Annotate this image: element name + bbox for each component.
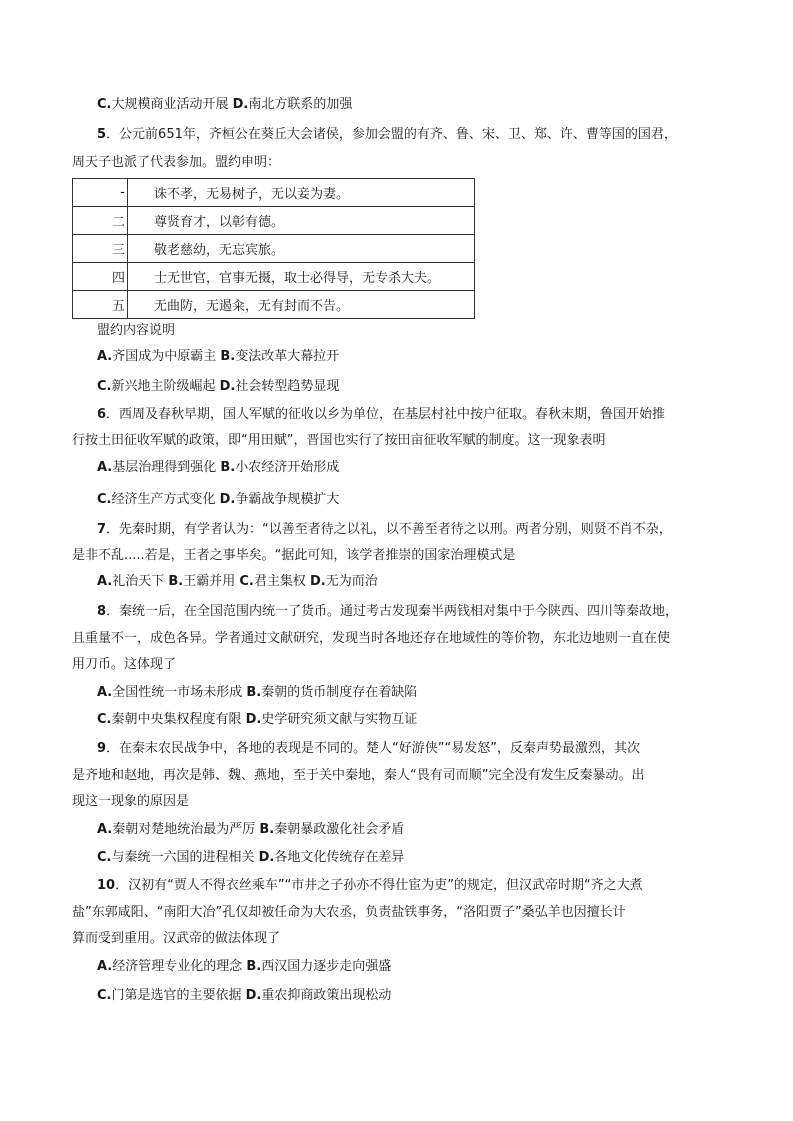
question-number: 6 <box>97 407 107 422</box>
row-number: 二 <box>73 207 128 235</box>
q7-stem-line2: 是非不乱.....若是，王者之事毕矣。“据此可知，该学者推崇的国家治理模式是 <box>72 548 516 563</box>
option-text: 礼治天下 <box>112 574 169 589</box>
table-row <box>73 207 475 235</box>
q5-options-cd <box>97 378 339 396</box>
option-label: A. <box>97 822 113 837</box>
row-number: 五 <box>73 291 128 319</box>
row-text: 诛不孝，无易树子，无以妾为妻。 <box>128 179 475 207</box>
option-label: C. <box>97 988 112 1003</box>
row-text: 士无世官，官事无摄，取士必得导，无专杀大夫。 <box>128 263 475 291</box>
option-text: 新兴地主阶级崛起 <box>111 379 220 394</box>
q10-stem-line2: 盐”东郭咸阳、“南阳大冶”孔仅却被任命为大农丞，负责盐铁事务，“洛阳贾子”桑弘羊也因擅长计 <box>72 905 626 920</box>
option-text: 经济生产方式变化 <box>111 492 220 507</box>
row-number: 四 <box>73 263 128 291</box>
option-text: 无为而治 <box>325 574 378 589</box>
option-label: D. <box>245 712 262 727</box>
q8-stem-line3: 用刀币。这体现了 <box>72 657 177 672</box>
question-text: ．秦统一后，在全国范围内统一了货币。通过考古发现秦半两钱相对集中于今陕西、四川等秦故地， <box>106 604 679 619</box>
option-text: 王霸并用 <box>183 574 240 589</box>
option-label: C. <box>97 712 112 727</box>
option-text: 史学研究须文献与实物互证 <box>261 712 418 727</box>
q6-options-ab <box>97 459 339 477</box>
option-text: 秦朝暴政激化社会矛盾 <box>274 822 405 837</box>
option-text: 与秦统一六国的进程相关 <box>111 850 259 865</box>
option-text: 秦朝中央集权程度有限 <box>111 712 246 727</box>
question-number: 9 <box>97 741 107 756</box>
option-text: 西汉国力逐步走向强盛 <box>261 959 392 974</box>
row-text: 尊贤育才，以彰有德。 <box>128 207 475 235</box>
option-text: 南北方联系的加强 <box>248 97 353 112</box>
row-text: 无曲防，无遏籴，无有封而不告。 <box>128 291 475 319</box>
option-label: D. <box>258 850 275 865</box>
option-label: A. <box>97 574 113 589</box>
question-number: 10 <box>97 878 116 893</box>
option-text: 大规模商业活动开展 <box>111 97 233 112</box>
table-row <box>73 235 475 263</box>
option-label: C. <box>97 850 112 865</box>
option-text: 门第是选官的主要依据 <box>111 988 246 1003</box>
option-label: A. <box>97 349 113 364</box>
option-label: B. <box>246 685 262 700</box>
question-text: ．先秦时期，有学者认为：“以善至者待之以礼，以不善至者待之以刑。两者分别，则贤不肖不杂， <box>106 522 672 537</box>
table-row <box>73 179 475 207</box>
option-label: A. <box>97 685 113 700</box>
pact-table <box>72 178 475 319</box>
option-label: C. <box>239 574 254 589</box>
q5-stem-line1 <box>97 126 677 144</box>
question-number: 5 <box>97 127 107 142</box>
option-label: C. <box>97 97 112 112</box>
option-label: D. <box>310 574 326 589</box>
question-text: ．汉初有“贾人不得衣丝乘车”“市井之子孙亦不得仕宦为吏”的规定，但汉武帝时期“齐之大煮 <box>115 878 643 893</box>
option-text: 经济管理专业化的理念 <box>112 959 247 974</box>
option-text: 秦朝的货币制度存在着缺陷 <box>261 685 418 700</box>
q6-stem-line2: 行按土田征收军赋的政策，即“用田赋”，晋国也实行了按田亩征收军赋的制度。这一现象表明 <box>72 433 606 448</box>
question-text: ．在秦末农民战争中，各地的表现是不同的。楚人“好游侠”“易发怒”，反秦声势最激烈，其次 <box>106 741 640 756</box>
q9-options-cd <box>97 849 404 867</box>
q9-stem-line1 <box>97 740 640 758</box>
option-text: 变法改革大幕拉开 <box>235 349 340 364</box>
option-label: A. <box>97 959 113 974</box>
option-text: 秦朝对楚地统治最为严厉 <box>112 822 260 837</box>
q9-options-ab <box>97 821 404 839</box>
option-label: D. <box>245 988 262 1003</box>
option-text: 全国性统一市场未形成 <box>112 685 247 700</box>
question-text: ．公元前651年，齐桓公在葵丘大会诸侯，参加会盟的有齐、鲁、宋、卫、郑、许、曹等国的国君， <box>106 127 677 142</box>
q10-options-cd <box>97 987 391 1005</box>
question-number: 7 <box>97 522 107 537</box>
option-text: 基层治理得到强化 <box>112 460 221 475</box>
option-label: B. <box>220 460 236 475</box>
row-number: - <box>73 179 128 207</box>
q5-options-ab <box>97 348 339 366</box>
q8-stem-line2: 且重量不一，成色各异。学者通过文献研究，发现当时各地还存在地域性的等价物，东北边地则一直在使 <box>72 631 671 646</box>
option-label: B. <box>220 349 236 364</box>
option-label: D. <box>219 379 236 394</box>
question-text: ．西周及春秋早期，国人军赋的征收以乡为单位，在基层村社中按户征取。春秋末期，鲁国开始推 <box>106 407 666 422</box>
option-text: 君主集权 <box>253 574 311 589</box>
option-text: 小农经济开始形成 <box>235 460 340 475</box>
q6-options-cd <box>97 491 339 509</box>
q8-options-ab <box>97 684 417 702</box>
q7-stem-line1 <box>97 521 672 539</box>
question-number: 8 <box>97 604 107 619</box>
option-label: B. <box>168 574 184 589</box>
q5-stem-end: 盟约内容说明 <box>97 323 176 338</box>
row-number: 三 <box>73 235 128 263</box>
option-label: D. <box>232 97 249 112</box>
q8-options-cd <box>97 711 417 729</box>
option-text: 齐国成为中原霸主 <box>112 349 221 364</box>
option-label: A. <box>97 460 113 475</box>
option-text: 各地文化传统存在差异 <box>274 850 405 865</box>
table-row <box>73 263 475 291</box>
q8-stem-line1 <box>97 603 678 621</box>
row-text: 敬老慈幼，无忘宾旅。 <box>128 235 475 263</box>
option-label: B. <box>246 959 262 974</box>
q10-stem-line3: 算而受到重用。汉武帝的做法体现了 <box>72 931 281 946</box>
option-label: D. <box>219 492 236 507</box>
q9-stem-line3: 现这一现象的原因是 <box>72 794 190 809</box>
q10-options-ab <box>97 958 391 976</box>
q7-options-abcd <box>97 573 378 591</box>
option-text: 社会转型趋势显现 <box>235 379 340 394</box>
q9-stem-line2: 是齐地和赵地，再次是韩、魏、燕地，至于关中秦地，秦人“畏有司而顺”完全没有发生反秦暴动。出 <box>72 768 645 783</box>
option-label: C. <box>97 379 112 394</box>
q4-options-cd <box>97 96 352 114</box>
option-text: 争霸战争规模扩大 <box>235 492 340 507</box>
table-row <box>73 291 475 319</box>
q5-stem-line2: 周天子也派了代表参加。盟约申明： <box>72 155 281 170</box>
option-text: 重农抑商政策出现松动 <box>261 988 392 1003</box>
option-label: C. <box>97 492 112 507</box>
option-label: B. <box>259 822 275 837</box>
q10-stem-line1 <box>97 877 643 895</box>
q6-stem-line1 <box>97 406 665 424</box>
